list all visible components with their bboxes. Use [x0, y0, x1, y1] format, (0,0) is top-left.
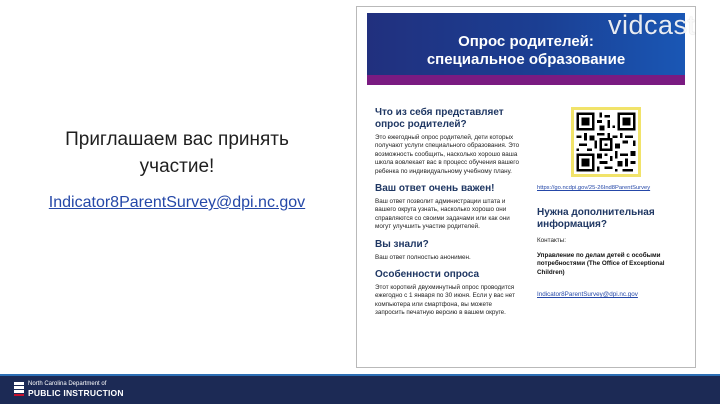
invitation-title-line-2: участие! [139, 156, 215, 177]
what-is-survey-heading: Что из себя представляет опрос родителей? [375, 107, 504, 130]
did-you-know-text: Ваш ответ полностью анонимен. [375, 253, 471, 261]
survey-email-link[interactable]: Indicator8ParentSurvey@dpi.nc.gov [48, 194, 306, 211]
contacts-label: Контакты: [537, 237, 566, 244]
invitation-title [10, 126, 344, 180]
flyer-title-line-2: специальное образование [426, 51, 626, 68]
vidcast-watermark: vidcast [608, 10, 696, 40]
important-heading: Ваш ответ очень важен! [375, 183, 495, 195]
flyer-email-link[interactable]: Indicator8ParentSurvey@dpi.nc.gov [537, 291, 638, 299]
survey-url-link[interactable]: https://go.ncdpi.gov/25-26Ind8ParentSurvey [537, 185, 651, 191]
qr-code-icon[interactable] [571, 107, 641, 177]
flyer-left-column [375, 107, 523, 318]
invitation-block [10, 126, 344, 212]
flyer-title-line-1: Опрос родителей: [458, 33, 594, 50]
did-you-know-heading: Вы знали? [375, 238, 429, 250]
office-name: Управление по делам детей с особыми потребностями (The Office of Exceptional Children) [537, 252, 665, 276]
need-more-info-heading: Нужна дополнительная информация? [537, 207, 655, 230]
survey-features-heading: Особенности опроса [375, 269, 480, 281]
logo-line-1: North Carolina Department of [28, 381, 107, 387]
ncdpi-logo-icon [13, 381, 25, 397]
survey-features-text: Этот короткий двухминутный опрос проводится ежегодно с 1 января по 30 июня. Если у вас нет компьютера или смартфона, вы можете запросить печатную версию в вашем округе. [375, 284, 515, 317]
what-is-survey-text: Это ежегодный опрос родителей, дети которых получают услуги специального образования. Это возможность сообщить, насколько хорошо ваша школа вовлекает вас в процесс обучения вашего ребенка по индивидуальному учебному плану. [375, 134, 520, 175]
logo-line-2: PUBLIC INSTRUCTION [28, 388, 124, 398]
survey-flyer [356, 6, 696, 368]
need-more-info-block [537, 207, 687, 298]
important-text: Ваш ответ позволит администрации штата и вашего округа узнать, насколько хорошо они справляются со своими задачами или как они могут улучшить участие родителей. [375, 198, 510, 231]
invitation-title-line-1: Приглашаем вас принять [65, 129, 289, 150]
footer-bar [0, 374, 720, 404]
ncdpi-logo-text [28, 381, 124, 398]
header-stripe [367, 75, 685, 85]
